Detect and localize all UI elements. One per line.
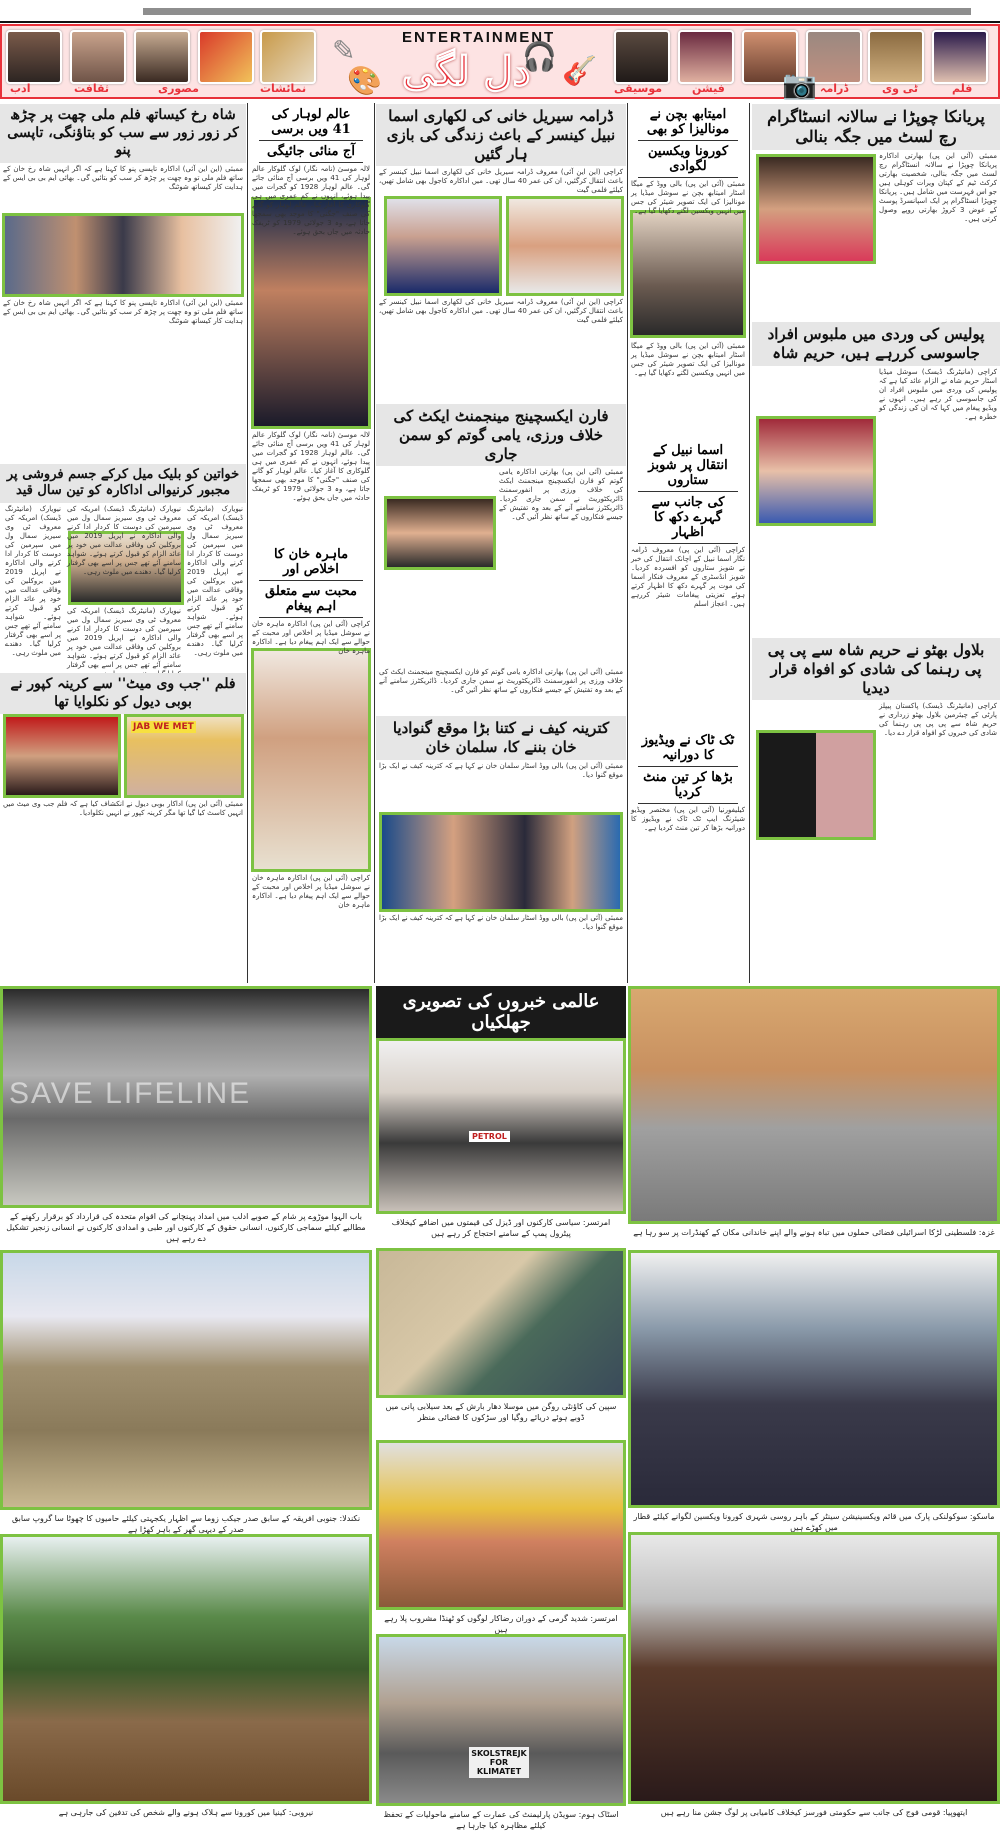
masthead-label-music: موسیقی [614, 82, 663, 95]
story-body: ممبئی (آئی این پی) بھارتی اداکارہ پریانکا چوپڑا نے سالانہ انسٹاگرام رچ لسٹ میں جگہ بنالی، شخصیت بھارتی کرکٹ ٹیم کے کپتان ویرات کوہلی ہیں جو اس فہرست میں شامل ہیں۔ پریانکا چوپڑا انسٹاگرام پر ایک اسپانسرڈ پوسٹ کے عوض 3 کروڑ بھارتی روپے وصول کرتی ہیں۔ [879, 152, 997, 223]
protest-poster-text: PETROL [469, 1131, 510, 1142]
masthead-photo-model [678, 30, 734, 84]
masthead-label-tv: ٹی وی [882, 82, 919, 95]
masthead-rule [0, 21, 1000, 23]
photo-amritsar-protest [376, 1038, 626, 1214]
headline[interactable]: خواتین کو بلیک میل کرکے جسم فروشی پر مجبور کرنیوالی اداکارہ کو تین سال قید [0, 464, 246, 503]
caption-nkandla: نکندلا: جنوبی افریقہ کے سابق صدر جیکب زوما سے اظہار یکجہتی کیلئے حامیوں کا چھوٹا سا گروپ سابق صدر کے دیہی گھر کے باہر کھڑا ہے [11, 1514, 361, 1534]
headline[interactable]: پولیس کی وردی میں ملبوس افراد جاسوسی کررہے ہیں، حریم شاہ [752, 322, 1000, 366]
caption-protest: امرتسر: سیاسی کارکنوں اور ڈیزل کی قیمتوں میں اضافے کیخلاف پیٹرول پمپ کے سامنے احتجاج کر رہے ہیں [391, 1218, 611, 1238]
photo-jab-we-met-poster [124, 714, 244, 798]
story-body: کراچی (مانیٹرنگ ڈیسک) سوشل میڈیا اسٹار حریم شاہ نے الزام عائد کیا ہے کہ پولیس کی وردی میں ملبوس افراد ان کی جاسوسی کر رہے ہیں۔ انہوں نے ویڈیو پیغام میں کہا کہ ان کی زندگی کو خطرہ ہے۔ [879, 367, 997, 421]
photo-salman-katrina [379, 812, 623, 912]
column-divider [247, 103, 248, 983]
caption-idlib: باب الہوا موڑوے پر شام کے صوبے ادلب میں امداد پہنچانے کی اقوام متحدہ کی قرارداد کو برقرار رکھنے کے مطالبے کیلئے سماجی کارکنوں، انسانی حقوق کے کارکنوں اور طبی و امدادی کارکنوں نے انسانی زنجیر تشکیل دے رہے ہیں [6, 1212, 366, 1243]
story-body-left: نیویارک (مانیٹرنگ ڈیسک) امریکہ کی معروف ٹی وی سیریز سمال ول میں سپرمین کی دوست کا کردار ادا کرنے والی اداکارہ نے اپریل 2019 میں بروکلین کی وفاقی عدالت میں خود پر عائد الزام کو قبول کرتے ہوئے۔ شواہد سامنے آئے تھے جس پر اسے بھی گرفتار کرلیا گیا۔ دھندے میں ملوث رہی۔ [5, 504, 61, 657]
masthead-photo-artist [260, 30, 316, 84]
headline-line-2[interactable]: بڑھا کر تین منٹ کردیا [638, 767, 738, 804]
photo-bilawal-bhutto [756, 730, 876, 840]
photo-flood [376, 1248, 626, 1426]
masthead-label-literature: ادب [10, 82, 31, 95]
story-taapsee [0, 104, 246, 431]
story-body-bottom: نیویارک (مانیٹرنگ ڈیسک) امریکہ کی معروف ٹی وی سیریز سمال ول میں سپرمین کی دوست کا کردار ادا کرنے والی اداکارہ نے اپریل 2019 میں بروکلین کی وفاقی عدالت میں خود پر عائد الزام کو قبول کرتے ہوئے۔ شواہد سامنے آئے تھے جس پر اسے بھی گرفتار [67, 606, 181, 669]
poster-title: JAB WE MET [133, 722, 194, 732]
photo-nkandla [0, 1250, 372, 1538]
story-body: لالہ موسیٰ (نامہ نگار) لوک گلوکار عالم لوہار کی 41 ویں برسی آج منائی جائے گی۔ عالم لوہار 1928 کو گجرات میں پیدا ہوئے، انہوں نے کم عمری میں ہی گلوکاری کا آغاز کیا۔ عالم لوہار کو گانے کی صنف "جگنی" کا موجد بھی سمجھا جاتا ہے، وہ 3 جولائی 1979 کو ٹریفک حادثہ میں جاں بحق ہوئے۔ [252, 165, 371, 236]
photo-actress-blue [384, 196, 502, 296]
story-body: ممبئی (آئی این پی) بالی ووڈ اسٹار سلمان خان نے کہا ہے کہ کترینہ کیف نے ایک بڑا موقع گنوا دیا۔ [379, 761, 623, 779]
headline[interactable]: ڈرامہ سیریل خانی کی لکھاری اسما نبیل کینسر کے باعث زندگی کی بازی ہار گئیں [376, 104, 626, 166]
easel-icon: ✎ [332, 34, 356, 67]
story-body: کراچی (آئی این پی) معروف ڈرامہ نگار اسما نبیل کے اچانک انتقال کی خبر نے شوبز ستاروں کو افسردہ کردیا۔ شوبز انڈسٹری کے معروف فنکار اسما کی موت پر گہرے دکھ کا اظہار کرتے ہوئے تعزیتی پیغامات شیئر کررہے ہیں۔ اعجاز اسلم [631, 546, 745, 608]
story-hareem-shah [752, 322, 1000, 644]
story-tiktok [628, 730, 748, 994]
section-logo: دل لگی [402, 48, 531, 95]
photo-section-banner-block [376, 986, 626, 1242]
photo-moscow [628, 1250, 1000, 1536]
story-body: کراچی (این این آئی) معروف ڈرامہ سیریل خانی کی لکھاری اسما نبیل کینسر کے باعث انتقال کرگئیں، ان کی عمر 40 سال تھی۔ میں اداکارہ کاجول بھی شامل تھیں، کیلئے فلمی گیت [379, 168, 623, 195]
masthead-photo-film-star [932, 30, 988, 84]
story-body-continued: ممبئی (این این آئی) اداکارہ تاپسی پنو کا کہنا ہے کہ اگر انہیں شاہ رخ خان کے ساتھ فلم ملی تو وہ چھت پر چڑھ کر سب کو بتائیں گی۔ بھائی ایم بی بی ایس کے ہدایت کار کیساتھ شوٹنگ [3, 298, 243, 325]
masthead-label-exhibitions: نمائشات [260, 82, 307, 95]
palette-icon: 🎨 [347, 64, 382, 97]
headline[interactable]: ٹک ٹاک نے ویڈیوز کا دورانیہ [638, 730, 738, 767]
headline[interactable]: فارن ایکسچینج مینجمنٹ ایکٹ کی خلاف ورزی، یامی گوتم کو سمن جاری [376, 404, 626, 466]
caption-stockholm: اسٹاک ہوم: سویڈن پارلیمنٹ کی عمارت کے سامنے ماحولیات کے تحفظ کیلئے مظاہرہ کیا جارہا ہے [383, 1810, 619, 1830]
story-asma-nabeel-cancer [376, 104, 626, 414]
masthead-photo-tv-star [868, 30, 924, 84]
headline-line-2[interactable]: محبت سے متعلق اہم پیغام [259, 581, 363, 618]
story-body-continued: لالہ موسیٰ (نامہ نگار) لوک گلوکار عالم لوہار کی 41 ویں برسی آج منائی جائے گی۔ عالم لوہار 1928 کو گجرات میں پیدا ہوئے، انہوں نے کم عمری میں ہی گلوکاری کا آغاز کیا۔ عالم لوہار کو گانے کی صنف "جگنی" کا موجد بھی سمجھا جاتا ہے، وہ 3 جولائی 1979 کو ٹریفک حادثہ میں جاں بحق ہوئے۔ [252, 431, 371, 502]
photo-hareem-shah [756, 416, 876, 526]
story-katrina-salman [376, 716, 626, 968]
story-body-continued: ممبئی (آئی این پی) بھارتی اداکارہ یامی گوتم کو فارن ایکسچینج مینجمنٹ ایکٹ کی خلاف ورزی پر انفورسمنٹ ڈائریکٹوریٹ نے سمن جاری کردیا۔ ڈائریکٹرز سامنے آنے کے بعد وہ تفتیش کے جیسے فنکاروں کے ساتھ نظر آئیں گی۔ [379, 668, 623, 695]
photo-section-banner: عالمی خبروں کی تصویری جھلکیاں [376, 986, 626, 1038]
story-body: ممبئی (آئی این پی) بھارتی اداکارہ یامی گوتم کو فارن ایکسچینج مینجمنٹ ایکٹ کی خلاف ورزی پر انفورسمنٹ ڈائریکٹوریٹ نے سمن جاری کردیا۔ ڈائریکٹرز سامنے آنے کے بعد وہ تفتیش کے جیسے فنکاروں کے ساتھ نظر آئیں گی۔ [499, 468, 623, 522]
photo-stockholm [376, 1634, 626, 1834]
photo-gaza [628, 986, 1000, 1241]
placard-text: SKOLSTREJK FOR KLIMATET [469, 1747, 529, 1778]
story-body: کراچی (مانیٹرنگ ڈیسک) پاکستان پیپلز پارٹی کے چیئرمین بلاول بھٹو زرداری نے حریم شاہ سے پی پی پی رہنما کی شادی کی خبروں کو افواہ قرار دے دیا۔ [879, 702, 997, 738]
caption-amritsar: امرتسر: شدید گرمی کے دوران رضاکار لوگوں کو ٹھنڈا مشروب پلا رہے ہیں [384, 1614, 618, 1634]
photo-priyanka-chopra [756, 154, 876, 264]
watermark-text: SAVE LIFELINE [9, 1077, 252, 1110]
photo-amritsar-drinks [376, 1440, 626, 1638]
story-amitabh [628, 104, 748, 460]
story-jab-we-met [0, 673, 246, 898]
story-body: کیلیفورنیا (آئی این پی) مختصر ویڈیو شیئرنگ ایپ ٹک ٹاک نے ویڈیوز کا دورانیہ بڑھا کر تین منٹ کردیا ہے۔ [631, 806, 745, 832]
story-body: ممبئی (آئی این پی) اداکار بوبی دیول نے انکشاف کیا ہے کہ فلم جب وی میٹ میں انہیں کاسٹ کیا گیا تھا مگر کرینہ کپور نے انہیں نکلوادیا۔ [3, 800, 243, 817]
story-body: ممبئی (آئی این پی) بالی ووڈ کے میگا اسٹار امیتابھ بچن نے سوشل میڈیا پر مونالیزا کی ایک تصویر شیئر کی جس میں انہیں ویکسین لگتے دکھایا گیا ہے۔ [631, 180, 745, 215]
masthead-photo-painter [198, 30, 254, 84]
headline[interactable]: پریانکا چوپڑا نے سالانہ انسٹاگرام رچ لسٹ میں جگہ بنالی [752, 104, 1000, 150]
story-priyanka [752, 104, 1000, 300]
caption-funeral: نیروبی: کینیا میں کورونا سے ہلاک ہونے والے شخص کی تدفین کی جارہی ہے [58, 1808, 314, 1817]
photo-bobby-deol [3, 714, 121, 798]
story-body-continued: ممبئی (آئی این پی) بالی ووڈ اسٹار سلمان خان نے کہا ہے کہ کترینہ کیف نے ایک بڑا موقع گنوا دیا۔ [379, 913, 623, 931]
photo-amitabh-bachchan [630, 210, 746, 338]
story-mahira-khan [249, 544, 373, 962]
column-divider [374, 103, 375, 983]
masthead-label-culture: ثقافت [74, 82, 110, 95]
headline-line-2[interactable]: کورونا ویکسین لگوادی [638, 141, 738, 178]
headline[interactable]: امیتابھ بچن نے مونالیزا کو بھی [638, 104, 738, 141]
masthead-label-film: فلم [952, 82, 973, 95]
column-divider [749, 103, 750, 983]
masthead-photo-poet [70, 30, 126, 84]
photo-idlib [0, 986, 372, 1247]
masthead-label-fashion: فیشن [692, 82, 725, 95]
story-yami-gautam [376, 404, 626, 744]
masthead-photo-writer [6, 30, 62, 84]
story-alam-lohar [249, 104, 373, 547]
top-gray-bar [143, 8, 971, 15]
headline[interactable]: فلم ''جب وی میٹ'' سے کرینہ کپور نے بوبی دیول کو نکلوایا تھا [0, 673, 246, 714]
story-bilawal [752, 638, 1000, 1000]
headline-line-2[interactable]: کی جانب سے گہرے دکھ کا اظہار [638, 492, 738, 544]
photo-shahrukh-taapsee [2, 213, 244, 297]
camera-icon: 📷 [782, 68, 817, 101]
caption-gaza: غزہ: فلسطینی لڑکا اسرائیلی فضائی حملوں میں تباہ ہونے والے اپنے خاندانی مکان کے کھنڈرات پر سو رہا ہے [633, 1228, 995, 1237]
story-smallville-actress [0, 464, 246, 669]
masthead [0, 24, 1000, 99]
caption-ethiopia: ایتھوپیا: قومی فوج کی جانب سے حکومتی فورسز کیخلاف کامیابی پر لوگ جشن منا رہے ہیں [660, 1808, 968, 1817]
photo-ethiopia [628, 1532, 1000, 1821]
headline[interactable]: ماہرہ خان کا اخلاص اور [259, 544, 363, 581]
headline[interactable]: کترینہ کیف نے کتنا بڑا موقع گنوادیا خان بننے کا، سلمان خان [376, 716, 626, 760]
story-body-top: نیویارک (مانیٹرنگ ڈیسک) امریکہ کی معروف ٹی وی سیریز سمال ول میں سپرمین کی دوست کا کردار ادا کرنے والی اداکارہ نے اپریل 2019 میں بروکلین کی وفاقی عدالت میں خود پر عائد الزام کو قبول کرتے ہوئے۔ شواہد سامنے آئے تھے جس پر اسے بھی گرفتار کرلیا گیا۔ دھندے میں ملوث رہی۔ [67, 504, 181, 576]
headline[interactable]: بلاول بھٹو نے حریم شاہ سے پی پی پی رہنما کی شادی کو افواہ قرار دیدیا [752, 638, 1000, 700]
headline-line-2[interactable]: آج منائی جائیگی [259, 141, 363, 163]
story-body-continued: ممبئی (آئی این پی) بالی ووڈ کے میگا اسٹار امیتابھ بچن نے سوشل میڈیا پر مونالیزا کی ایک تصویر شیئر کی جس میں انہیں ویکسین لگتے دکھایا گیا ہے۔ [631, 342, 745, 377]
headline[interactable]: اسما نبیل کے انتقال پر شوبز ستاروں [638, 440, 738, 492]
headline[interactable]: شاہ رخ کیساتھ فلم ملی چھت پر چڑھ کر زور زور سے سب کو بتاؤنگی، تاپسی پنو [0, 104, 246, 163]
story-body: نیویارک (مانیٹرنگ ڈیسک) امریکہ کی معروف ٹی وی سیریز سمال ول میں سپرمین کی دوست کا کردار ادا کرنے والی اداکارہ نے اپریل 2019 میں بروکلین کی وفاقی عدالت میں خود پر عائد الزام کو قبول کرتے ہوئے۔ شواہد سامنے آئے تھے جس پر اسے بھی گرفتار کرلیا گیا۔ دھندے میں ملوث رہی۔ [187, 504, 243, 657]
photo-asma-nabeel [506, 196, 624, 296]
guitar-icon: 🎸 [562, 54, 597, 87]
story-body: ممبئی (این این آئی) اداکارہ تاپسی پنو کا کہنا ہے کہ اگر انہیں شاہ رخ خان کے ساتھ فلم ملی تو وہ چھت پر چڑھ کر سب کو بتائیں گی۔ بھائی ایم بی بی ایس کے ہدایت کار کیساتھ شوٹنگ [3, 164, 243, 191]
story-body-continued: کراچی (آئی این پی) اداکارہ ماہرہ خان نے سوشل میڈیا پر اخلاص اور محبت کے حوالے سے ایک اہم پیغام دیا ہے۔ اداکارہ ماہرہ خان [252, 874, 370, 909]
section-title-english: ENTERTAINMENT [402, 29, 556, 46]
caption-flood: سپین کی کاؤنٹی روگن میں موسلا دھار بارش کے بعد سیلابی پانی میں ڈوبے ہوئے دریائے روگیا اور سڑکوں کا فضائی منظر [385, 1402, 617, 1422]
headline[interactable]: عالم لوہار کی 41 ویں برسی [259, 104, 363, 141]
photo-mahira-khan [251, 648, 371, 872]
headphones-icon: 🎧 [522, 40, 557, 73]
masthead-photo-singer [614, 30, 670, 84]
story-body: کراچی (آئی این پی) اداکارہ ماہرہ خان نے سوشل میڈیا پر اخلاص اور محبت کے حوالے سے ایک اہم پیغام دیا ہے۔ اداکارہ ماہرہ خان [252, 620, 370, 655]
masthead-label-drama: ڈرامہ [820, 82, 849, 95]
caption-moscow: ماسکو: سوکولنکی پارک میں قائم ویکسینیشن سینٹر کے باہر روسی شہری کورونا ویکسین لگوانے کیلئے قطار میں کھڑے ہیں [633, 1512, 995, 1532]
photo-funeral [0, 1534, 372, 1821]
masthead-label-painting: مصوری [158, 82, 199, 95]
story-body-continued: کراچی (این این آئی) معروف ڈرامہ سیریل خانی کی لکھاری اسما نبیل کینسر کے باعث انتقال کرگئیں، ان کی عمر 40 سال تھی۔ میں اداکارہ کاجول بھی شامل تھیں، کیلئے فلمی گیت [379, 298, 623, 325]
masthead-photo-woman [134, 30, 190, 84]
photo-yami-gautam [384, 496, 496, 570]
